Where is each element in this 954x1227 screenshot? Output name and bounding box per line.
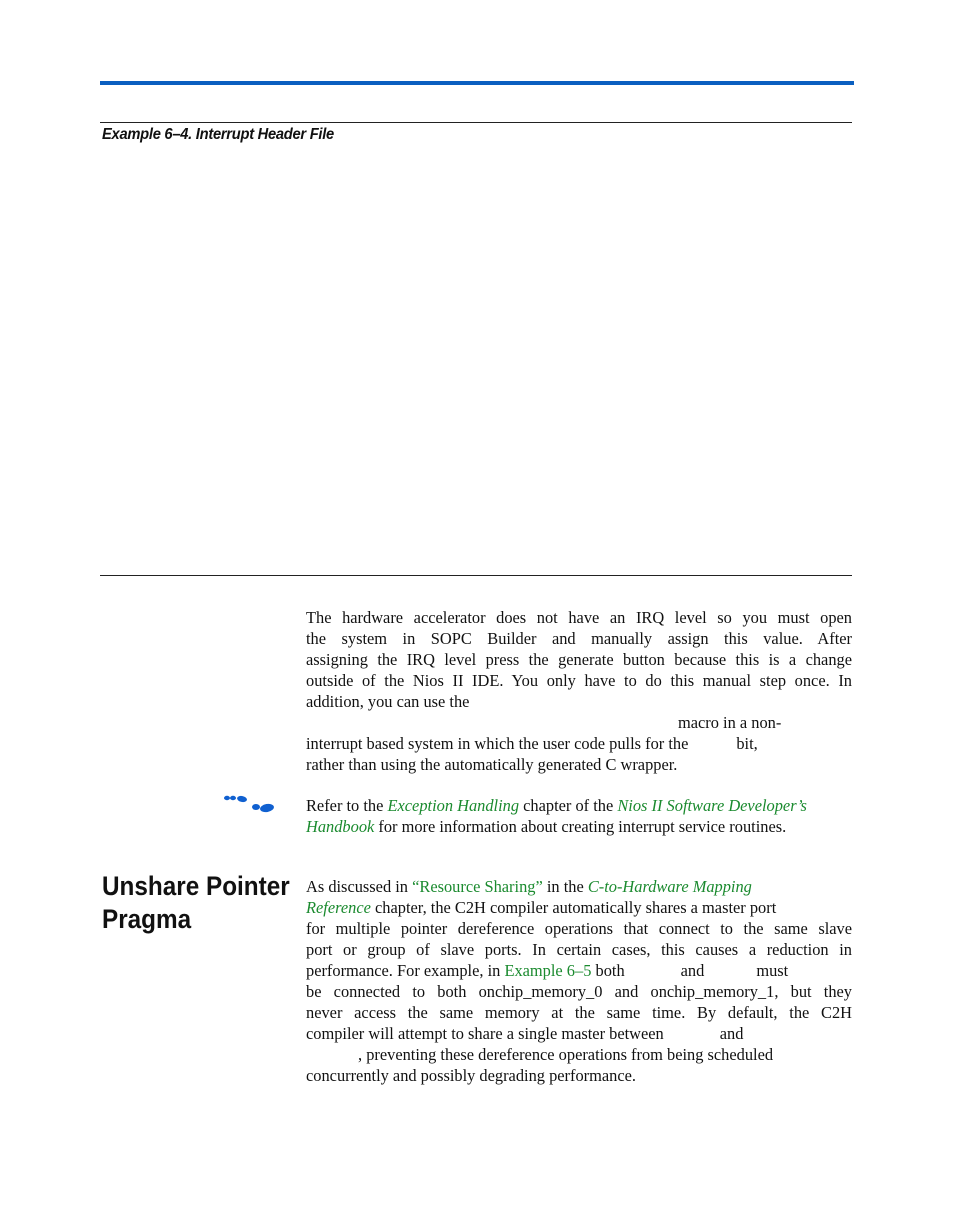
example-bottom-rule	[100, 575, 852, 576]
share-line-6: be connected to both onchip_memory_0 and onchip_memory_1, but they	[306, 982, 852, 1001]
c2h-mapping-link-cont[interactable]: Reference	[306, 898, 371, 917]
note-paragraph	[306, 795, 852, 837]
example-6-5-link[interactable]: Example 6–5	[504, 961, 592, 980]
c2h-mapping-link[interactable]: C-to-Hardware Mapping	[587, 877, 752, 896]
irq-line-6: macro in a non-	[678, 713, 782, 732]
section-heading: Unshare Pointer Pragma	[102, 871, 290, 934]
share-line-7: never access the same memory at the same time. By default, the C2H	[306, 1003, 852, 1022]
exception-handling-link[interactable]: Exception Handling	[387, 796, 520, 815]
irq-line-4: outside of the Nios II IDE. You only have to do this manual step once. In	[306, 671, 852, 690]
nios-handbook-link[interactable]: Nios II Software Developer’s	[617, 796, 807, 815]
footprints-icon	[222, 793, 278, 815]
share-line-8: compiler will attempt to share a single master between and	[306, 1024, 744, 1043]
share-line-10: concurrently and possibly degrading performance.	[306, 1066, 636, 1085]
unshare-paragraph	[306, 876, 852, 1086]
header-rule	[100, 81, 854, 85]
irq-line-2: the system in SOPC Builder and manually assign this value. After	[306, 629, 852, 648]
note-line-1: Refer to the Exception Handling chapter of the Nios II Software Developer’s	[306, 796, 807, 815]
share-line-1: As discussed in “Resource Sharing” in the C-to-Hardware Mapping	[306, 877, 752, 896]
share-line-9: , preventing these dereference operations from being scheduled	[358, 1045, 774, 1064]
resource-sharing-link[interactable]: “Resource Sharing”	[412, 877, 543, 896]
note-line-2: Handbook for more information about creating interrupt service routines.	[306, 817, 787, 836]
irq-line-3: assigning the IRQ level press the generate button because this is a change	[306, 650, 852, 669]
irq-line-1: The hardware accelerator does not have an IRQ level so you must open	[306, 608, 852, 627]
irq-line-5: addition, you can use the	[306, 692, 470, 711]
irq-line-8: rather than using the automatically generated C wrapper.	[306, 755, 678, 774]
irq-paragraph	[306, 607, 852, 775]
example-top-rule	[100, 122, 852, 123]
nios-handbook-link-cont[interactable]: Handbook	[306, 817, 375, 836]
share-line-3: for multiple pointer dereference operations that connect to the same slave	[306, 919, 852, 938]
irq-line-7: interrupt based system in which the user code pulls for the bit,	[306, 734, 758, 753]
share-line-5: performance. For example, in Example 6–5 both and must	[306, 961, 789, 980]
example-caption: Example 6–4. Interrupt Header File	[102, 126, 334, 143]
share-line-2: Reference chapter, the C2H compiler automatically shares a master port	[306, 898, 777, 917]
share-line-4: port or group of slave ports. In certain cases, this causes a reduction in	[306, 940, 852, 959]
